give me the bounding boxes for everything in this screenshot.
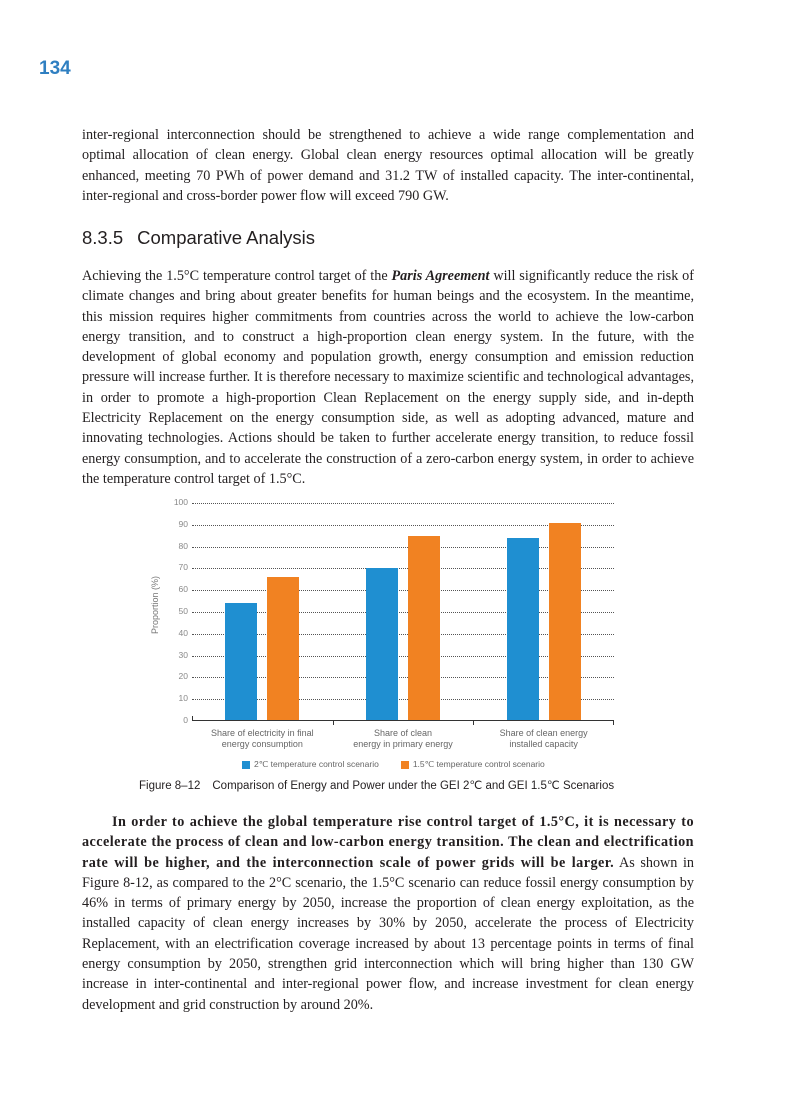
x-category-label: Share of clean energy installed capacity [499, 728, 588, 749]
bar-1-5c-3 [549, 523, 581, 721]
y-tick-label: 80 [178, 540, 188, 551]
bar-1-5c-1 [267, 577, 299, 721]
y-tick-label: 40 [178, 627, 188, 638]
legend-swatch-icon [242, 761, 250, 769]
chart-legend [242, 759, 567, 770]
y-axis-label: Proportion (%) [150, 575, 160, 635]
plot-area [173, 497, 614, 725]
x-category-label: Share of electricity in final energy consumption [211, 728, 314, 749]
section-number: 8.3.5 [82, 227, 124, 248]
bar-2c-3 [507, 538, 539, 721]
gridline [192, 503, 614, 504]
bar-1-5c-2 [408, 536, 440, 721]
y-tick-label: 10 [178, 693, 188, 704]
y-tick-label: 70 [178, 562, 188, 573]
y-tick-label: 60 [178, 584, 188, 595]
legend-label: 1.5℃ temperature control scenario [412, 759, 545, 769]
paragraph-text: As shown in Figure 8-12, as compared to the 2°C scenario, the 1.5°C scenario can reduce fossil energy consumption by 46% in terms of primary energy by 2050, increase the proportion of clean energy exploitation, as the installed capacity of clean energy increases by 30% by 2050, accelerate the process of Electricity Replacement, with an electrification coverage increased by about 13 percentage points in terms of final energy consumption by 2050, strengthen grid interconnection which will bring higher than 130 GW increase in inter-continental and inter-regional power flow, and increase investment for clean energy development and grid construction by around 20%. [82, 854, 694, 1013]
bar-chart [150, 495, 630, 775]
bar-2c-1 [225, 603, 257, 721]
legend-label: 2℃ temperature control scenario [254, 759, 379, 769]
figure-title: Comparison of Energy and Power under the GEI 2℃ and GEI 1.5℃ Scenarios [212, 780, 615, 792]
figure-label: Figure 8–12 [139, 780, 201, 792]
x-category-label: Share of clean energy in primary energy [353, 728, 453, 749]
section-title: Comparative Analysis [137, 227, 316, 248]
figure-caption [139, 778, 614, 792]
y-tick-label: 0 [183, 715, 188, 725]
intro-paragraph: inter-regional interconnection should be strengthened to achieve a wide range complementation and optimal allocation of clean energy. Global clean energy resources optimal allocation will be greatly enhanced, meeting 70 PWh of power demand and 31.2 TW of installed capacity. The inter-continental, inter-regional and cross-border power flow will exceed 790 GW. [82, 127, 694, 204]
y-tick-label: 100 [173, 497, 188, 507]
y-axis [192, 716, 193, 721]
y-tick-label: 50 [178, 606, 188, 616]
paris-agreement-italic: Paris Agreement [391, 268, 490, 284]
paragraph-conclusion [82, 812, 694, 1015]
bar-2c-2 [366, 568, 398, 721]
legend-item [401, 759, 545, 770]
section-heading [82, 227, 315, 249]
paragraph-text: Achieving the 1.5°C temperature control target of the [82, 268, 392, 284]
bold-lead-text: In order to achieve the global temperature rise control target of 1.5°C, it is necessary to accelerate the process of clean and low-carbon energy transition. The clean and electrification rate will be higher, and the interconnection scale of power grids will be larger. [82, 814, 694, 871]
paragraph-text: will significantly reduce the risk of climate changes and bring about greater benefits for human beings and the ecosystem. In the meantime, this mission requires higher commitments from countries across the world to achieve the low-carbon energy transition, and to construct a high-proportion clean energy system. In the future, with the development of global economy and population growth, energy consumption and emission reduction pressure will increase further. It is therefore necessary to maximize scientific and technological advantages, in order to promote a high-proportion Clean Replacement on the energy supply side, and in-depth Electricity Replacement on the energy consumption side, as well as adopting advanced, mature and innovating technologies. Actions should be taken to further accelerate energy transition, to reduce fossil energy consumption, and to accelerate the construction of a zero-carbon energy system, in order to achieve the temperature control target of 1.5°C. [82, 268, 694, 487]
x-axis [192, 720, 614, 721]
legend-item [242, 759, 379, 770]
y-tick-label: 20 [178, 671, 188, 682]
y-tick-label: 30 [178, 649, 188, 660]
page-number: 134 [39, 58, 71, 79]
y-tick-label: 90 [178, 518, 188, 529]
paragraph-comparative-analysis [82, 266, 694, 489]
legend-swatch-icon [401, 761, 409, 769]
